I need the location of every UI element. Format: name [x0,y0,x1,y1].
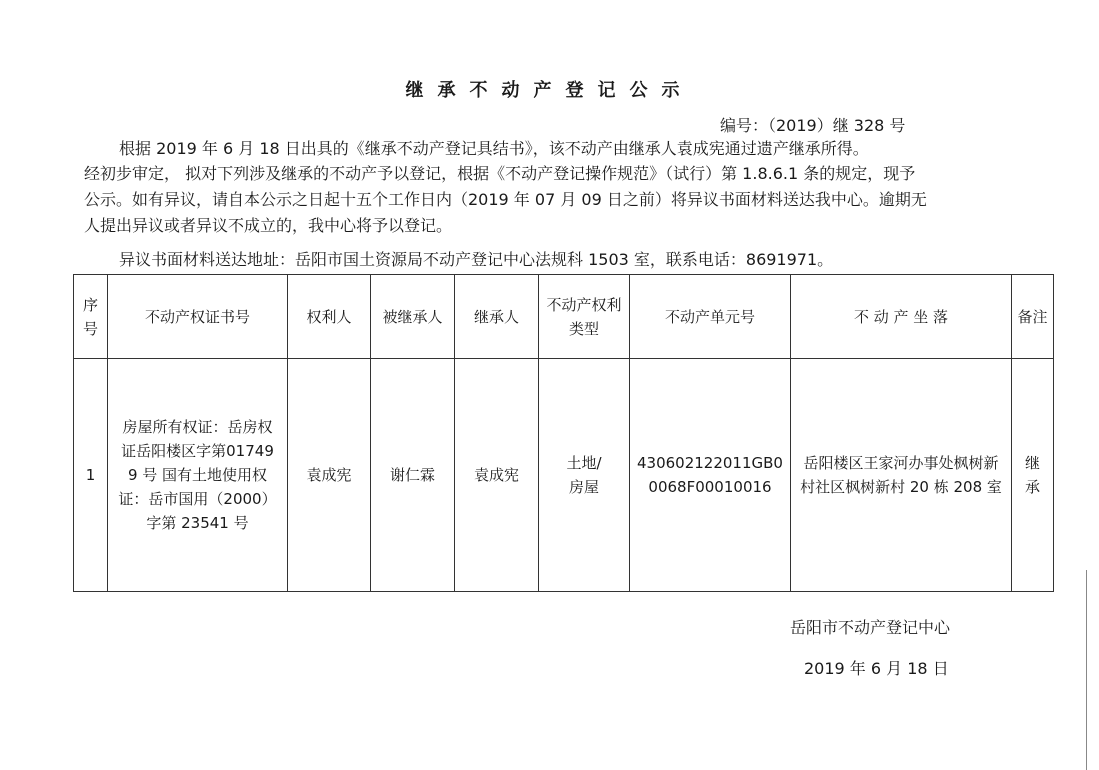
table-header-row [74,275,1054,359]
header-remark: 备注 [1012,275,1054,359]
cell-deceased: 谢仁霖 [371,359,455,592]
scan-edge-line [1086,570,1087,770]
objection-address: 异议书面材料送达地址：岳阳市国土资源局不动产登记中心法规科 1503 室，联系电话：8691971。 [119,250,834,269]
body-line-2: 经初步审定， 拟对下列涉及继承的不动产予以登记，根据《不动产登记操作规范》（试行）第 1.8.6.1 条的规定，现予 [84,164,916,183]
header-owner: 权利人 [288,275,371,359]
cell-location: 岳阳楼区王家河办事处枫树新村社区枫树新村 20 栋 208 室 [791,359,1012,592]
cell-seq: 1 [74,359,108,592]
table-row [74,359,1054,592]
body-line-3: 公示。如有异议，请自本公示之日起十五个工作日内（2019 年 07 月 09 日之前）将异议书面材料送达我中心。逾期无 [84,190,927,209]
issuer-signature: 岳阳市不动产登记中心 [790,618,951,637]
registration-table [73,274,1054,592]
header-cert-no: 不动产权证书号 [108,275,288,359]
body-line-4: 人提出异议或者异议不成立的，我中心将予以登记。 [84,216,453,235]
header-deceased: 被继承人 [371,275,455,359]
issue-date: 2019 年 6 月 18 日 [804,659,949,678]
header-unit-no: 不动产单元号 [630,275,791,359]
cell-owner: 袁成宪 [288,359,371,592]
header-right-type: 不动产权利类型 [539,275,630,359]
cell-remark: 继承 [1012,359,1054,592]
page-title: 继承不动产登记公示 [405,80,694,101]
document-number: 编号：（2019）继 328 号 [720,116,906,135]
body-line-1: 根据 2019 年 6 月 18 日出具的《继承不动产登记具结书》，该不动产由继承人袁成宪通过遗产继承所得。 [119,139,869,158]
cell-unit-no: 430602122011GB00068F00010016 [630,359,791,592]
cell-heir: 袁成宪 [455,359,539,592]
header-location: 不 动 产 坐 落 [791,275,1012,359]
cell-right-type: 土地/房屋 [539,359,630,592]
header-seq: 序号 [74,275,108,359]
cell-cert: 房屋所有权证：岳房权证岳阳楼区字第017499 号 国有土地使用权证：岳市国用（2000）字第 23541 号 [108,359,288,592]
header-heir: 继承人 [455,275,539,359]
